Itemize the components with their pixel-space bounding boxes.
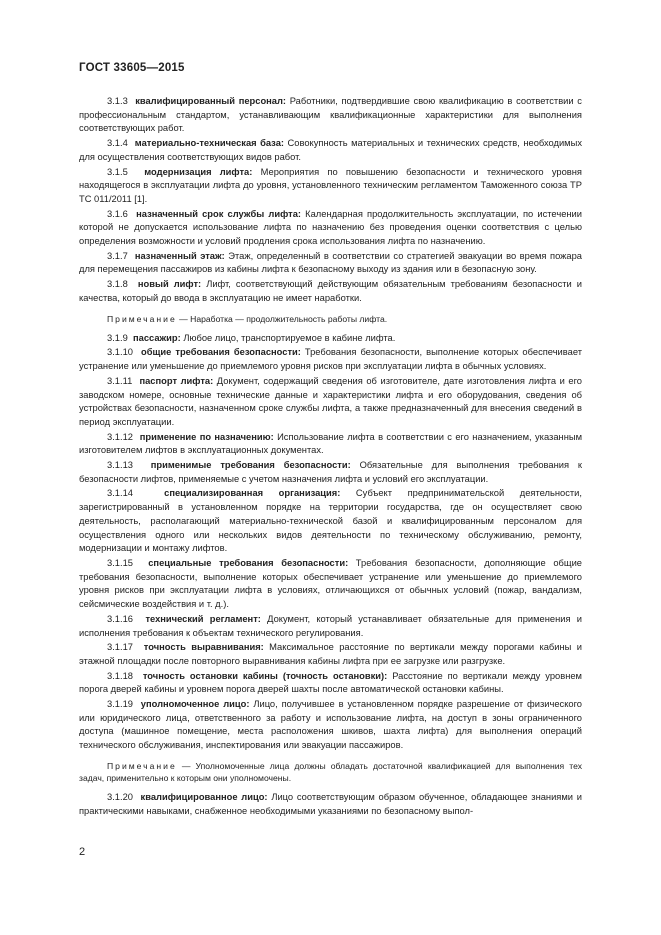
term: специальные требования безопасности:: [148, 558, 349, 568]
definition-3-1-17: 3.1.17 точность выравнивания: Максимальное расстояние по вертикали между порогами кабины и этажной площадки после повторного выравнивания кабины лифта при ее загрузке или разгрузке.: [79, 642, 582, 666]
definition-3-1-19: 3.1.19 уполномоченное лицо: Лицо, получившее в установленном порядке разрешение от физического или юридического лица, ответственного за работу и использование лифта, на доступ в зоны ограниченного доступа (машинное помещение, места расположения шкивов, шахта лифта) для выполнения операций технического обслуживания, инспектирования или эвакуации пассажиров.: [79, 699, 582, 751]
term: новый лифт:: [137, 279, 202, 290]
term: уполномоченное лицо:: [140, 699, 250, 710]
definition-3-1-3: 3.1.3 квалифицированный персонал: Работники, подтвердившие свою квалификацию в соответствии с профессиональным стандартом, устанавливающим квалификационные характеристики для выполнения соответствующих работ.: [79, 96, 582, 134]
definition-3-1-16: 3.1.16 технический регламент: Документ, который устанавливает обязательные для применения и исполнения требования к объектам технического регулирования.: [79, 613, 582, 638]
term: общие требования безопасности:: [141, 347, 301, 358]
term: назначенный срок службы лифта:: [136, 208, 302, 219]
definition-3-1-18: 3.1.18 точность остановки кабины (точность остановки): Расстояние по вертикали между уровнем порога дверей кабины и уровнем порога дверей шахты после автоматической остановки кабины.: [79, 670, 582, 695]
note-label: Примечание: [107, 760, 177, 771]
definition-3-1-5: 3.1.5 модернизация лифта: Мероприятия по повышению безопасности и технического уровня находящегося в эксплуатации лифта до уровня, установленного техническим регламентом Таможенного союза ТР ТС 011/2011 [1].: [79, 166, 582, 204]
definition-3-1-14: 3.1.14 специализированная организация: Субъект предпринимательской деятельности, зарегистрированный в установленном порядке на территории государства, где он осуществляет свою деятельность, располагающий материально-технической базой и квалифицированным персоналом для осуществления одного или нескольких видов деятельности по техническому обслуживанию, ремонту, модернизации и монтажу лифтов.: [79, 488, 582, 554]
term: применение по назначению:: [139, 431, 274, 442]
definition-3-1-6: 3.1.6 назначенный срок службы лифта: Календарная продолжительность эксплуатации, по истечении которой не допускается использование лифта по назначению без проведения оценки соответствия с целью определения возможности и условий продления срока использования лифта по назначению.: [79, 208, 582, 247]
definition-3-1-13: 3.1.13 применимые требования безопасности: Обязательные для выполнения требования к безопасности лифтов, применяемые с учетом назначения лифта и условий его эксплуатации.: [79, 460, 582, 484]
term: квалифицированный персонал:: [135, 96, 287, 106]
definition-3-1-7: 3.1.7 назначенный этаж: Этаж, определенный в соответствии со стратегией эвакуации во время пожара для перемещения пассажиров из кабины лифта к безопасному выходу из здания или в безопасную зону.: [79, 250, 583, 275]
term: точность остановки кабины (точность остановки):: [142, 670, 388, 681]
document-header: ГОСТ 33605—2015: [79, 62, 185, 74]
definition-3-1-4: 3.1.4 материально-техническая база: Совокупность материальных и технических средств, необходимых для осуществления соответствующих видов работ.: [79, 138, 582, 162]
term: точность выравнивания:: [143, 642, 264, 653]
term: применимые требования безопасности:: [150, 460, 351, 471]
term: модернизация лифта:: [144, 166, 253, 177]
note-2: Примечание — Уполномоченные лица должны обладать достаточной квалификацией для выполнения тех задач, применительно к которым они уполномочены.: [79, 760, 582, 784]
term: пассажир:: [133, 332, 181, 343]
term: материально-техническая база:: [134, 138, 285, 149]
term: назначенный этаж:: [134, 250, 225, 261]
definition-3-1-20: 3.1.20 квалифицированное лицо: Лицо соответствующим образом обученное, обладающее знаниями и практическими навыками, снабженное необходимыми указаниями по безопасному выпол-: [79, 792, 582, 816]
note-label: Примечание: [107, 313, 177, 324]
definition-3-1-15: 3.1.15 специальные требования безопасности: Требования безопасности, дополняющие общие требования безопасности, выполнение которых обеспечивает устранение или уменьшение до приемлемого уровня рисков при эксплуатации лифта в условиях, отличающихся от обычных условий (пожар, вандализм, сейсмические воздействия и т. д.).: [79, 558, 582, 610]
term: технический регламент:: [145, 613, 261, 624]
term: специализированная организация:: [164, 488, 341, 499]
definition-3-1-10: 3.1.10 общие требования безопасности: Требования безопасности, выполнение которых обеспечивает устранение или уменьшение до приемлемого уровня рисков при эксплуатации лифта в обычных условиях.: [79, 347, 582, 372]
document-body: [79, 94, 582, 819]
term: паспорт лифта:: [139, 375, 214, 386]
term: квалифицированное лицо:: [140, 792, 268, 803]
page-number: 2: [79, 846, 86, 858]
note-1: Примечание — Наработка — продолжительность работы лифта.: [107, 313, 388, 324]
definition-3-1-11: 3.1.11 паспорт лифта: Документ, содержащий сведения об изготовителе, дате изготовления лифта и его заводском номере, основные технические данные и характеристики лифта и его оборудования, сведения об устройствах безопасности, назначенном сроке службы лифта, а также предназначенный для внесения сведений в период эксплуатации.: [79, 375, 582, 427]
definition-3-1-9: 3.1.9 пассажир: Любое лицо, транспортируемое в кабине лифта.: [107, 332, 396, 343]
definition-3-1-12: 3.1.12 применение по назначению: Использование лифта в соответствии с его назначением, указанным изготовителем лифтов в эксплуатационных документах.: [79, 431, 583, 456]
definition-3-1-8: 3.1.8 новый лифт: Лифт, соответствующий действующим обязательным требованиям безопасности и качества, который до ввода в эксплуатацию не имеет наработки.: [79, 279, 583, 303]
